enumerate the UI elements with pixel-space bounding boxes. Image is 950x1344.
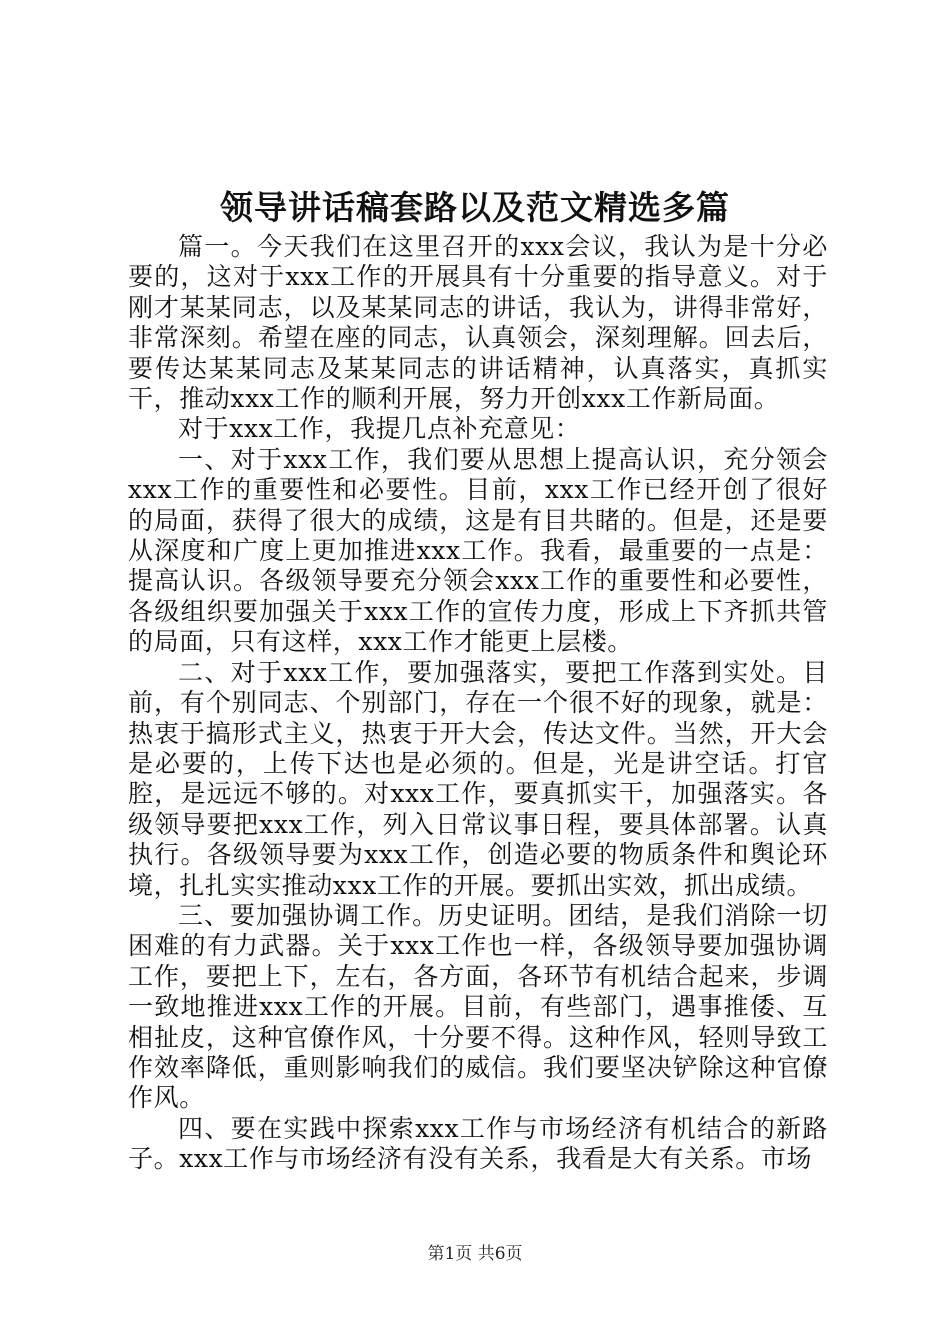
document-title: 领导讲话稿套路以及范文精选多篇 (220, 188, 730, 227)
paragraph-3: 一、对于xxx工作，我们要从思想上提高认识，充分领会xxx工作的重要性和必要性。目前，xxx工作已经开创了很好的局面，获得了很大的成绩，这是有目共睹的。但是，还是要从深度和广度上更加推进xxx工作。我看，最重要的一点是：提高认识。各级领导要充分领会xxx工作的重要性和必要性，各级组织要加强关于xxx工作的宣传力度，形成上下齐抓共管的局面，只有这样，xxx工作才能更上层楼。 (128, 444, 828, 657)
paragraph-6: 四、要在实践中探索xxx工作与市场经济有机结合的新路子。xxx工作与市场经济有没有关系，我看是大有关系。市场 (128, 1113, 828, 1174)
document-body (128, 232, 828, 1175)
paragraph-1: 篇一。今天我们在这里召开的xxx会议，我认为是十分必要的，这对于xxx工作的开展具有十分重要的指导意义。对于刚才某某同志，以及某某同志的讲话，我认为，讲得非常好，非常深刻。希望在座的同志，认真领会，深刻理解。回去后，要传达某某同志及某某同志的讲话精神，认真落实，真抓实干，推动xxx工作的顺利开展，努力开创xxx工作新局面。 (128, 232, 828, 414)
page-number-footer: 第1页 共6页 (427, 1244, 523, 1264)
paragraph-4: 二、对于xxx工作，要加强落实，要把工作落到实处。目前，有个别同志、个别部门，存在一个很不好的现象，就是：热衷于搞形式主义，热衷于开大会，传达文件。当然，开大会是必要的，上传下达也是必须的。但是，光是讲空话。打官腔，是远远不够的。对xxx工作，要真抓实干，加强落实。各级领导要把xxx工作，列入日常议事日程，要具体部署。认真执行。各级领导要为xxx工作，创造必要的物质条件和舆论环境，扎扎实实推动xxx工作的开展。要抓出实效，抓出成绩。 (128, 657, 828, 900)
paragraph-2: 对于xxx工作，我提几点补充意见： (178, 414, 581, 444)
paragraph-5: 三、要加强协调工作。历史证明。团结，是我们消除一切困难的有力武器。关于xxx工作也一样，各级领导要加强协调工作，要把上下，左右，各方面，各环节有机结合起来，步调一致地推进xxx工作的开展。目前，有些部门，遇事推倭、互相扯皮，这种官僚作风，十分要不得。这种作风，轻则导致工作效率降低，重则影响我们的威信。我们要坚决铲除这种官僚作风。 (128, 900, 828, 1113)
